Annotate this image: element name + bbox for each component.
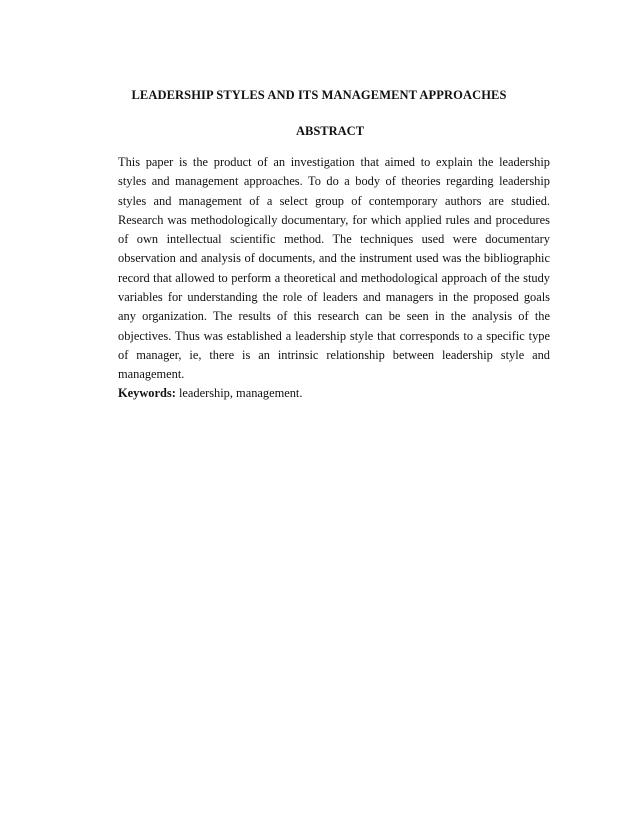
abstract-line: of manager, ie, there is an intrinsic relationship between leadership style and [118,347,550,362]
abstract-line: management. [118,367,185,382]
abstract-line: styles and management approaches. To do a body of theories regarding leadership [118,174,550,189]
abstract-heading: ABSTRACT [295,124,365,138]
abstract-line: of own intellectual scientific method. The techniques used were documentary [118,232,550,247]
keywords-line [118,386,550,401]
abstract-line: record that allowed to perform a theoretical and methodological approach of the study [118,270,550,285]
keywords-label: Keywords: [118,386,176,400]
abstract-line: observation and analysis of documents, and the instrument used was the bibliographic [118,251,550,266]
abstract-line: styles and management of a select group of contemporary authors are studied. [118,193,550,208]
paper-title: LEADERSHIP STYLES AND ITS MANAGEMENT APPROACHES [131,88,507,102]
keywords-value: leadership, management. [178,386,303,400]
abstract-line: Research was methodologically documentary, for which applied rules and procedures [118,212,550,227]
abstract-line: variables for understanding the role of leaders and managers in the proposed goals [118,290,550,305]
abstract-line: any organization. The results of this research can be seen in the analysis of the [118,309,550,324]
abstract-body [118,153,550,385]
abstract-line: This paper is the product of an investigation that aimed to explain the leadership [118,155,550,169]
abstract-line: objectives. Thus was established a leadership style that corresponds to a specific type [118,328,550,343]
